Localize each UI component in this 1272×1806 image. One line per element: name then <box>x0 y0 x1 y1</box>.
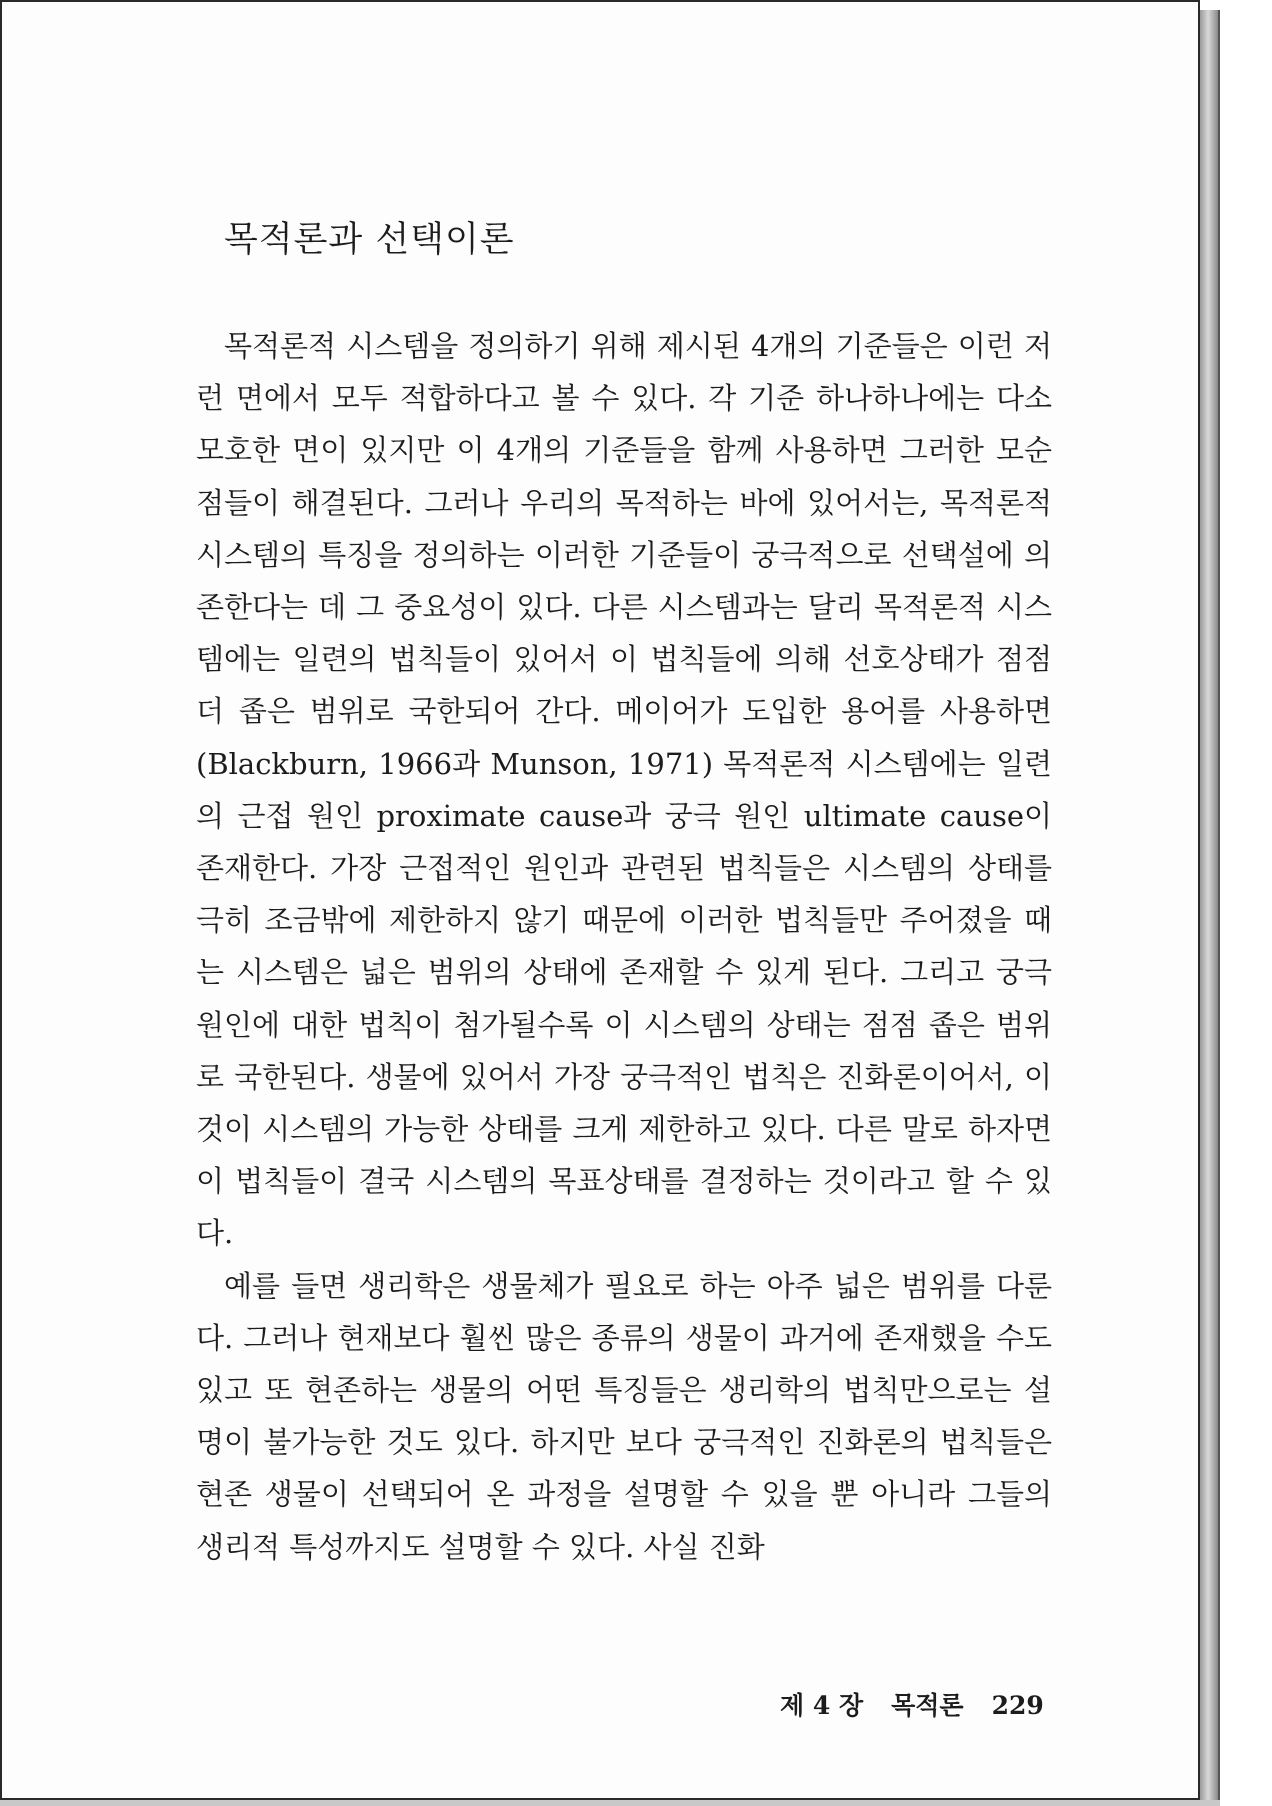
page-number: 229 <box>991 1691 1044 1720</box>
chapter-label: 제 4 장 <box>780 1691 864 1720</box>
running-footer <box>780 1686 1044 1722</box>
paragraph: 예를 들면 생리학은 생물체가 필요로 하는 아주 넓은 범위를 다룬다. 그러나 현재보다 훨씬 많은 종류의 생물이 과거에 존재했을 수도 있고 또 현존하는 생물의 어떤 특징들은 생리학의 법칙만으로는 설명이 불가능한 것도 있다. 하지만 보다 궁극적인 진화론의 법칙들은 현존 생물이 선택되어 온 과정을 설명할 수 있을 뿐 아니라 그들의 생리적 특성까지도 설명할 수 있다. 사실 진화 <box>196 1268 1052 1564</box>
paragraph: 목적론적 시스템을 정의하기 위해 제시된 4개의 기준들은 이런 저런 면에서 모두 적합하다고 볼 수 있다. 각 기준 하나하나에는 다소 모호한 면이 있지만 이 4개의 기준들을 함께 사용하면 그러한 모순점들이 해결된다. 그러나 우리의 목적하는 바에 있어서는, 목적론적 시스템의 특징을 정의하는 이러한 기준들이 궁극적으로 선택설에 의존한다는 데 그 중요성이 있다. 다른 시스템과는 달리 목적론적 시스템에는 일련의 법칙들이 있어서 이 법칙들에 의해 선호상태가 점점 더 좁은 범위로 국한되어 간다. 메이어가 도입한 용어를 사용하면(Blackburn, 1966과 Munson, 1971) 목적론적 시스템에는 일련의 근접 원인 proximate cause과 궁극 원인 ultimate cause이 존재한다. 가장 근접적인 원인과 관련된 법칙들은 시스템의 상태를 극히 조금밖에 제한하지 않기 때문에 이러한 법칙들만 주어졌을 때는 시스템은 넓은 범위의 상태에 존재할 수 있게 된다. 그리고 궁극 원인에 대한 법칙이 첨가될수록 이 시스템의 상태는 점점 좁은 범위로 국한된다. 생물에 있어서 가장 궁극적인 법칙은 진화론이어서, 이것이 시스템의 가능한 상태를 크게 제한하고 있다. 다른 말로 하자면 이 법칙들이 결국 시스템의 목표상태를 결정하는 것이라고 할 수 있다. <box>196 329 1052 1251</box>
body-text <box>196 320 1052 1573</box>
page-edge-stack <box>1200 10 1220 1800</box>
page-shadow <box>0 1800 1220 1806</box>
section-title: 목적론과 선택이론 <box>224 220 515 260</box>
chapter-title: 목적론 <box>891 1691 964 1720</box>
